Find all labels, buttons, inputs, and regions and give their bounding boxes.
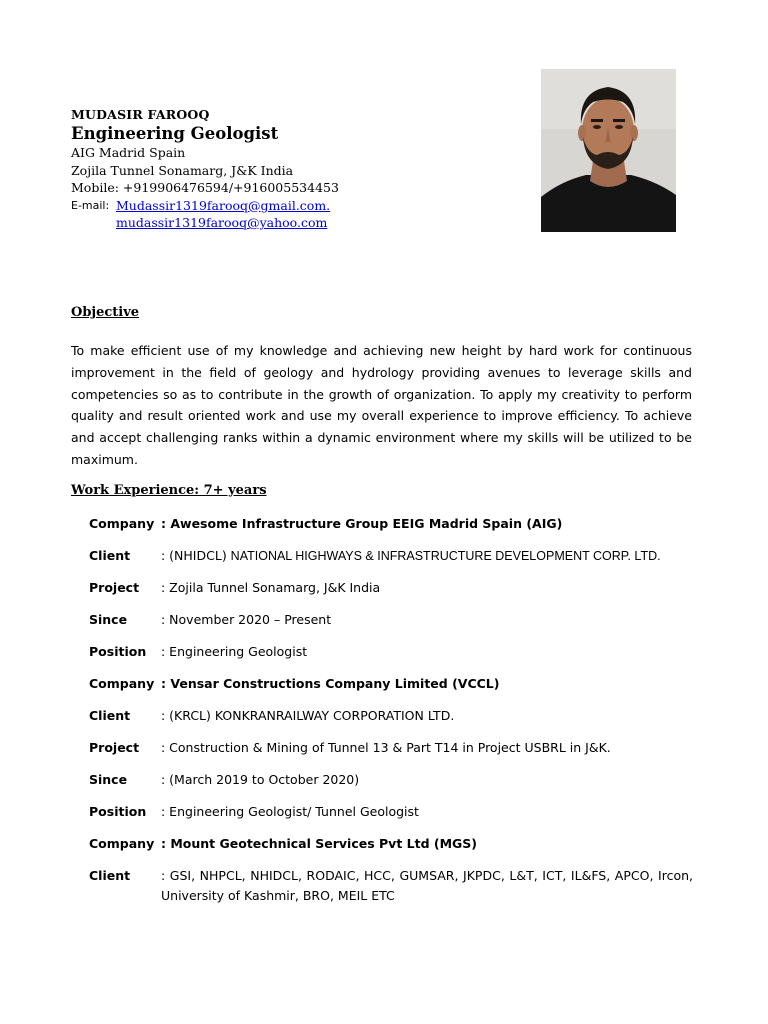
job-title: Engineering Geologist <box>71 124 279 143</box>
label-client: Client <box>89 868 131 883</box>
job-2-position: : Engineering Geologist/ Tunnel Geologist <box>161 804 419 819</box>
job-2-company: : Vensar Constructions Company Limited (VCCL) <box>161 676 500 691</box>
job-2-company-row <box>89 674 693 706</box>
job-1-client-org: NATIONAL HIGHWAYS & INFRASTRUCTURE DEVELOPMENT CORP. LTD. <box>230 549 661 563</box>
label-company: Company <box>89 676 155 691</box>
job-1-since: : November 2020 – Present <box>161 612 332 627</box>
job-2-position-row <box>89 802 693 834</box>
work-experience-heading: Work Experience: 7+ years <box>71 483 267 498</box>
employer: AIG Madrid Spain <box>71 145 186 160</box>
job-1-company-row <box>89 514 693 546</box>
email-link-yahoo[interactable]: mudassir1319farooq@yahoo.com <box>116 215 328 230</box>
label-project: Project <box>89 580 140 595</box>
job-2-since: : (March 2019 to October 2020) <box>161 772 360 787</box>
objective-paragraph: To make efficient use of my knowledge and achieving new height by hard work for continuous improvement in the field of geology and hydrology providing avenues to leverage skills and competencies so as to contribute in the growth of organization. To apply my creativity to perform quality and result oriented work and use my overall experience to improve efficiency. To achieve and accept challenging ranks within a dynamic environment where my skills will be utilized to be maximum. <box>71 343 692 467</box>
contact-header <box>71 107 511 232</box>
job-3-client: : GSI, NHPCL, NHIDCL, RODAIC, HCC, GUMSAR, JKPDC, L&T, ICT, IL&FS, APCO, Ircon, University of Kashmir, BRO, MEIL ETC <box>161 868 693 903</box>
job-3-company-row <box>89 834 693 866</box>
label-company: Company <box>89 516 155 531</box>
job-1-client <box>161 546 693 578</box>
job-1-client-prefix: : (NHIDCL) <box>161 548 231 563</box>
email-link-gmail[interactable]: Mudassir1319farooq@gmail.com. <box>116 197 331 213</box>
candidate-name: MUDASIR FAROOQ <box>71 107 210 122</box>
job-3-client-row <box>89 866 693 906</box>
label-since: Since <box>89 612 128 627</box>
job-1-project-row <box>89 578 693 610</box>
email-links <box>116 197 330 232</box>
job-2-client-row <box>89 706 693 738</box>
job-2-project-row <box>89 738 693 770</box>
portrait-image <box>541 69 676 232</box>
work-experience-list <box>89 514 693 906</box>
job-1-project: : Zojila Tunnel Sonamarg, J&K India <box>161 580 381 595</box>
label-project: Project <box>89 740 140 755</box>
work-site: Zojila Tunnel Sonamarg, J&K India <box>71 162 294 178</box>
job-3-company: : Mount Geotechnical Services Pvt Ltd (MGS) <box>161 836 478 851</box>
job-1-company: : Awesome Infrastructure Group EEIG Madrid Spain (AIG) <box>161 516 563 531</box>
label-client: Client <box>89 548 131 563</box>
job-1-client-row <box>89 546 693 578</box>
job-2-client: : (KRCL) KONKRANRAILWAY CORPORATION LTD. <box>161 708 455 723</box>
label-position: Position <box>89 804 147 819</box>
email-row <box>71 197 511 232</box>
label-position: Position <box>89 644 147 659</box>
job-2-project: : Construction & Mining of Tunnel 13 & Part T14 in Project USBRL in J&K. <box>161 740 611 755</box>
job-1-position-row <box>89 642 693 674</box>
profile-photo <box>541 69 676 232</box>
objective-heading: Objective <box>71 305 140 320</box>
email-label: E-mail: <box>71 198 110 212</box>
label-company: Company <box>89 836 155 851</box>
job-1-position: : Engineering Geologist <box>161 644 308 659</box>
label-client: Client <box>89 708 131 723</box>
mobile-number: Mobile: +919906476594/+916005534453 <box>71 180 339 195</box>
label-since: Since <box>89 772 128 787</box>
job-1-since-row <box>89 610 693 642</box>
job-2-since-row <box>89 770 693 802</box>
